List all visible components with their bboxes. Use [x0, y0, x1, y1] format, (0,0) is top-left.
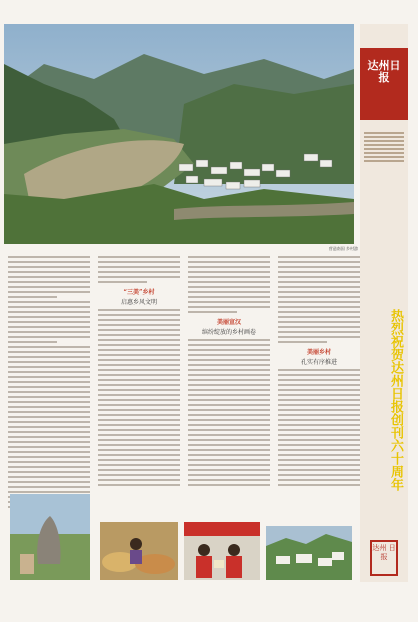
column-3: [188, 256, 270, 489]
photo-village: [266, 526, 352, 580]
column-1: [8, 256, 90, 511]
masthead-meta: [364, 130, 404, 164]
section-2-subtitle: 缤纷绽放的乡村画卷: [201, 329, 256, 336]
photo-volunteers: [184, 522, 260, 580]
section-2-title: 美丽宣汉: [216, 319, 241, 326]
hero-caption: 营造南国 乡村游: [328, 246, 358, 251]
vertical-headline: 热烈祝贺达州日报创刊六十周年: [388, 309, 403, 491]
section-1-subtitle: 启惠乡风文明: [120, 299, 157, 306]
column-2: [98, 256, 180, 489]
hero-photo-valley: [4, 24, 354, 244]
section-3-subtitle: 孔实有序推进: [300, 359, 337, 366]
photo-stele: [10, 494, 90, 580]
photo-farmers: [100, 522, 178, 580]
valley-landscape-image: [4, 24, 354, 244]
section-1-title: “三美”乡村: [123, 289, 155, 296]
section-3-title: 美丽乡村: [306, 349, 331, 356]
column-4: [278, 256, 360, 489]
red-seal-stamp: 达州 日报: [370, 540, 398, 576]
logo-text: 达州日报: [367, 59, 401, 84]
